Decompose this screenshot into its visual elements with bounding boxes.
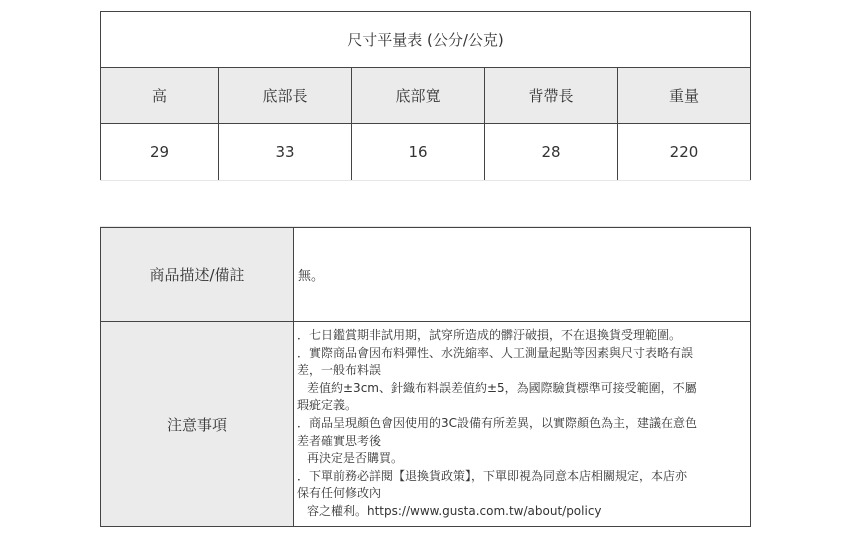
size-table <box>100 11 751 180</box>
value-bottom-length: 33 <box>219 124 352 180</box>
notes-table <box>100 227 751 527</box>
notice-line: 差者確實思考後 <box>297 433 382 448</box>
policy-link-line[interactable]: 容之權利。https://www.gusta.com.tw/about/policy <box>307 503 602 518</box>
size-table-header-row <box>101 68 750 124</box>
header-strap-length: 背帶長 <box>485 68 618 123</box>
size-table-value-row <box>101 124 750 180</box>
notice-line: 差，一般布料誤 <box>297 363 382 378</box>
description-row <box>101 228 750 322</box>
header-height: 高 <box>101 68 219 123</box>
size-table-title: 尺寸平量表 (公分/公克) <box>101 12 750 68</box>
notice-line: 再決定是否購買。 <box>307 451 404 466</box>
description-value: 無。 <box>298 269 325 284</box>
notice-row <box>101 322 750 526</box>
notice-label: 注意事項 <box>101 322 294 526</box>
value-weight: 220 <box>618 124 750 180</box>
notice-line: 保有任何修改內 <box>297 486 382 501</box>
notice-content <box>294 322 750 526</box>
value-strap-length: 28 <box>485 124 618 180</box>
notice-line: ．下單前務必詳閱【退換貨政策】，下單即視為同意本店相關規定，本店亦 <box>297 468 688 483</box>
header-bottom-width: 底部寬 <box>352 68 485 123</box>
notice-line: 瑕疵定義。 <box>297 398 358 413</box>
table-spacer <box>100 180 751 227</box>
notice-line: ．商品呈現顏色會因使用的3C設備有所差異，以實際顏色為主，建議在意色 <box>297 415 698 430</box>
notice-line: 差值約±3cm、針織布料誤差值約±5，為國際驗貨標準可接受範圍，不屬 <box>307 380 697 395</box>
header-bottom-length: 底部長 <box>219 68 352 123</box>
notice-line: ．七日鑑賞期非試用期，試穿所造成的髒汙破損，不在退換貨受理範圍。 <box>297 328 682 342</box>
header-weight: 重量 <box>668 87 699 105</box>
notice-line: ．實際商品會因布料彈性、水洗縮率、人工測量起點等因素與尺寸表略有誤 <box>297 345 694 360</box>
value-height: 29 <box>101 124 219 180</box>
description-label: 商品描述/備註 <box>101 228 294 321</box>
value-bottom-width: 16 <box>352 124 485 180</box>
